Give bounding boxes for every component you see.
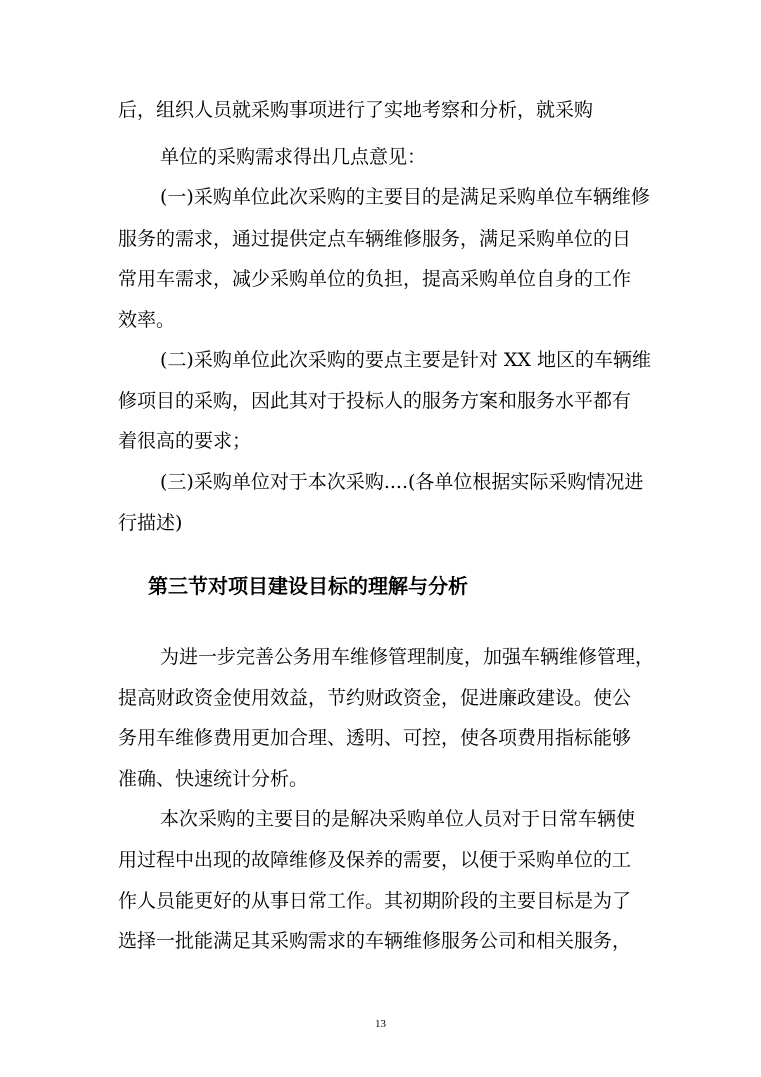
body-text-line: 单位的采购需求得出几点意见： [160, 146, 427, 168]
list-item-3-line: (三)采购单位对于本次采购....(各单位根据实际采购情况进 [160, 471, 644, 493]
body-text-line: 准确、快速统计分析。 [118, 768, 309, 790]
body-text-line: 着很高的要求； [118, 430, 252, 452]
body-text-line: 效率。 [118, 309, 176, 331]
body-text-line: 服务的需求，通过提供定点车辆维修服务，满足采购单位的日 [118, 228, 632, 250]
body-text-line: 行描述) [118, 512, 183, 534]
body-text-line: 常用车需求，减少采购单位的负担，提高采购单位自身的工作 [118, 268, 632, 290]
body-text-line: 选择一批能满足其采购需求的车辆维修服务公司和相关服务， [118, 930, 632, 952]
body-text-line: 修项目的采购，因此其对于投标人的服务方案和服务水平都有 [118, 390, 632, 412]
body-text-line: 务用车维修费用更加合理、透明、可控，使各项费用指标能够 [118, 727, 632, 749]
list-item-1-line: (一)采购单位此次采购的主要目的是满足采购单位车辆维修 [160, 186, 650, 208]
body-text-line: 本次采购的主要目的是解决采购单位人员对于日常车辆使 [160, 808, 636, 830]
list-item-2-line: (二)采购单位此次采购的要点主要是针对 XX 地区的车辆维 [160, 349, 651, 371]
page-number: 13 [375, 1018, 386, 1030]
body-text-line: 后，组织人员就采购事项进行了实地考察和分析，就采购 [118, 99, 594, 121]
body-text-line: 用过程中出现的故障维修及保养的需要，以便于采购单位的工 [118, 849, 632, 871]
body-text-line: 提高财政资金使用效益，节约财政资金，促进廉政建设。使公 [118, 687, 632, 709]
body-text-line: 为进一步完善公务用车维修管理制度，加强车辆维修管理， [160, 646, 655, 668]
section-heading: 第三节对项目建设目标的理解与分析 [148, 574, 468, 598]
body-text-line: 作人员能更好的从事日常工作。其初期阶段的主要目标是为了 [118, 890, 632, 912]
